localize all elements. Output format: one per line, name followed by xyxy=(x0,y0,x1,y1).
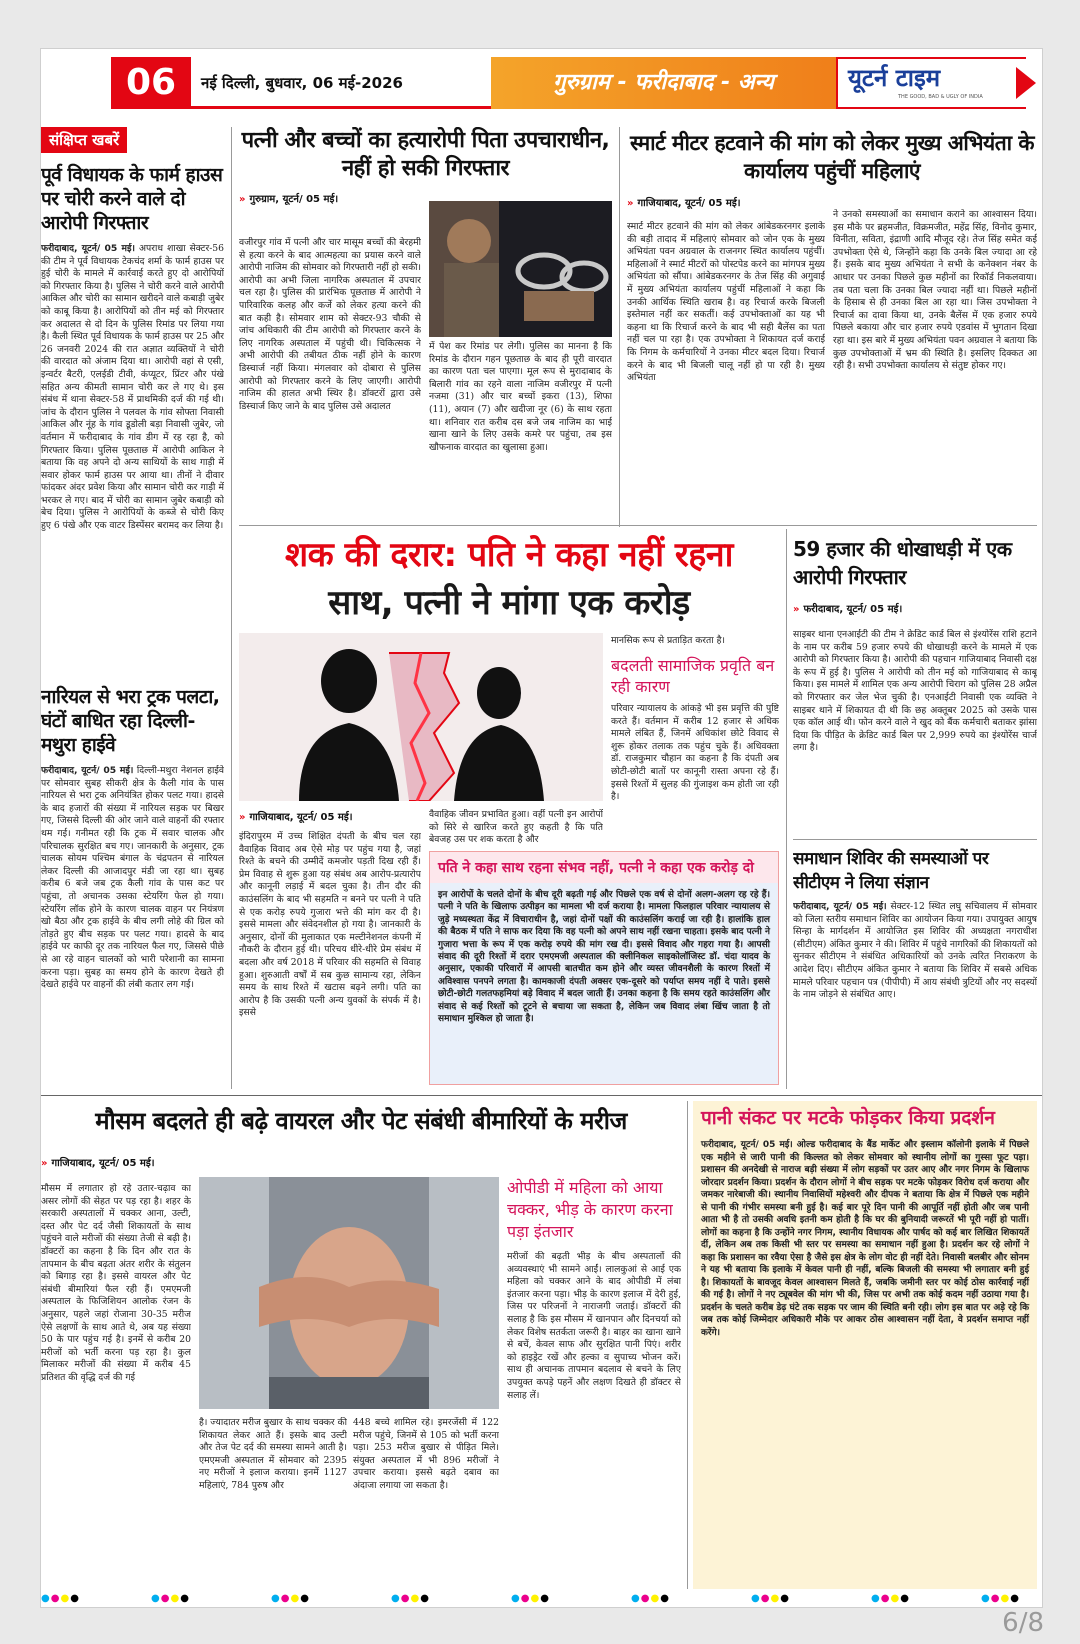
registration-dots-icon: ●●●● xyxy=(631,1593,670,1604)
story-a xyxy=(239,127,612,527)
couple-silhouette-photo xyxy=(239,633,603,801)
registration-dots-icon: ●●●● xyxy=(271,1593,310,1604)
story-a-col1: वजीरपुर गांव में पत्नी और चार मासूम बच्चों की बेरहमी से हत्या करने के बाद आत्महत्या का प्रयास करने वाले आरोपी नाजिम की सोमवार को गिरफ्तारी नहीं हो सकी। आरोपी का अभी जिला नागरिक अस्पताल में उपचार चल रहा है। पुलिस की प्रारंभिक पूछताछ में आरोपी ने पारिवारिक कलह और कर्जे को लेकर हत्या करने की बात कही है। सोमवार शाम को सेक्टर-93 चौकी से जांच अधिकारी की टीम आरोपी को गिरफ्तार करने के लिए नागरिक अस्पताल में पहुंची थी। चिकित्सक ने अभी आरोपी की तबीयत ठीक नहीं होने के कारण डिस्चार्ज नहीं किया। मंगलवार को दोबारा से पुलिस आरोपी को गिरफ्तार करने के लिए जाएगी। आरोपी नाजिम की हालत अभी स्थिर है। डॉक्टरों द्वारा उसे डिस्चार्ज किए जाने के बाद पुलिस उसे अदालत xyxy=(239,237,421,412)
story-a-headline: पत्नी और बच्चों का हत्यारोपी पिता उपचाराधीन, नहीं हो सकी गिरफ्तार xyxy=(241,128,610,181)
story-b-byline: » गाजियाबाद, यूटर्न/ 05 मई। xyxy=(627,198,741,209)
column-divider xyxy=(687,1101,688,1591)
stomach-ache-photo xyxy=(199,1177,499,1409)
newspaper-page xyxy=(40,48,1043,1608)
lead-story xyxy=(239,531,779,1091)
arrow-icon: » xyxy=(793,604,800,615)
story-e-col2: है। ज्यादातर मरीज बुखार के साथ चक्कर की शिकायत लेकर आते हैं। इसके बाद उल्टी और तेज पेट दर्द की समस्या सामने आती है। एमएमजी अस्पताल में सोमवार को 2395 नए मरीजों ने इलाज कराया। इनमें 1127 महिलाएं, 784 पुरुष और xyxy=(199,1417,347,1491)
handcuffs-illustration xyxy=(429,201,612,337)
logo-tagline: THE GOOD, BAD & UGLY OF INDIA xyxy=(898,94,983,100)
story-c xyxy=(793,535,1037,835)
registration-dots-icon: ●●●● xyxy=(981,1593,1020,1604)
story-a-byline: » गुरुग्राम, यूटर्न/ 05 मई। xyxy=(239,194,339,205)
arrow-icon: » xyxy=(239,812,246,823)
story-e-col1: मौसम में लगातार हो रहे उतार-चढ़ाव का असर लोगों की सेहत पर पड़ रहा है। शहर के सरकारी अस्पतालों में चक्कर आना, उल्टी, दस्त और पेट दर्द जैसी शिकायतों के साथ पहुंचने वाले मरीजों की संख्या तेजी से बढ़ी है। डॉक्टरों का कहना है कि दिन और रात के तापमान के बीच बढ़ता अंतर शरीर के संतुलन को बिगाड़ रहा है। इससे वायरल और पेट संबंधी बीमारियां फैल रही हैं। एमएमजी अस्पताल के फिजिशियन आलोक रंजन के अनुसार, पहले जहां रोजाना 30-35 मरीज ऐसे लक्षणों के साथ आते थे, अब यह संख्या 50 के पार पहुंच गई है। इनमें से करीब 20 मरीजों को भर्ती करना पड़ रहा है। कुल मिलाकर मरीजों की संख्या में करीब 45 प्रतिशत की वृद्धि दर्ज की गई xyxy=(41,1183,191,1383)
logo-text: यूटर्न टाइम xyxy=(848,64,941,92)
registration-dots-icon: ●●●● xyxy=(871,1593,910,1604)
lead-mid-text: वैवाहिक जीवन प्रभावित हुआ। वहीं पत्नी इन आरोपों को सिरे से खारिज करते हुए कहती है कि पति बेवजह उस पर शक करता है और xyxy=(429,809,603,846)
handcuffs-photo xyxy=(429,201,612,337)
lead-box-title: पति ने कहा साथ रहना संभव नहीं, पत्नी ने कहा एक करोड़ दो xyxy=(430,852,778,883)
story-e-byline: » गाजियाबाद, यूटर्न/ 05 मई। xyxy=(41,1158,155,1169)
story-e-sub-body: मरीजों की बढ़ती भीड़ के बीच अस्पतालों की अव्यवस्थाएं भी सामने आईं। लालकुआं से आई एक महिला को चक्कर आने के बाद ओपीडी में लंबा इंतजार करना पड़ा। भीड़ के कारण इलाज में देरी हुई, जिस पर परिजनों ने नाराजगी जताई। डॉक्टरों की सलाह है कि इस मौसम में खानपान और दिनचर्या को लेकर विशेष सतर्कता जरूरी है। बाहर का खाना खाने से बचें, केवल साफ और सुरक्षित पानी पिएं। शरीर को हाइड्रेट रखें और हल्का व सुपाच्य भोजन करें। साथ ही अचानक तापमान बदलाव से बचने के लिए उपयुक्त कपड़े पहनें और लक्षण दिखते ही डॉक्टर से सलाह लें। xyxy=(507,1251,681,1401)
lead-intro-right: मानसिक रूप से प्रताड़ित करता है। xyxy=(611,635,725,646)
lead-headline-line1: शक की दरार: पति ने कहा नहीं रहना xyxy=(285,535,733,575)
story-f-dateline: फरीदाबाद, यूटर्न/ 05 मई। xyxy=(701,1140,793,1150)
story-d-body: फरीदाबाद, यूटर्न/ 05 मई। सेक्टर-12 स्थित लघु सचिवालय में सोमवार को जिला स्तरीय समाधान शिविर का आयोजन किया गया। उपायुक्त आयुष सिन्हा के मार्गदर्शन में आयोजित इस शिविर की अध्यक्षता नगराधीश (सीटीएम) अंकित कुमार ने की। शिविर में पहुंचे नागरिकों की शिकायतों को सुनकर सीटीएम ने संबंधित अधिकारियों को उनके त्वरित निराकरण के आदेश दिए। सीटीएम अंकित कुमार ने बताया कि शिविर में सबसे अधिक मामले परिवार पहचान पत्र (पीपीपी) में आय संबंधी त्रुटियों और नए सदस्यों के नाम जोड़ने से संबंधित आए। xyxy=(793,901,1037,1001)
story-b xyxy=(627,129,1037,529)
section-rule xyxy=(41,1095,1043,1096)
brief2-dateline: फरीदाबाद, यूटर्न/ 05 मई। xyxy=(41,765,134,776)
registration-bar xyxy=(41,1589,1043,1607)
story-d-headline: समाधान शिविर की समस्याओं पर सीटीएम ने लिया संज्ञान xyxy=(793,849,989,893)
story-d-dateline: फरीदाबाद, यूटर्न/ 05 मई। xyxy=(793,901,887,912)
brief1-dateline: फरीदाबाद, यूटर्न/ 05 मई। xyxy=(41,243,136,254)
lead-sub-body: परिवार न्यायालय के आंकड़े भी इस प्रवृत्ति की पुष्टि करते हैं। वर्तमान में करीब 12 हजार से अधिक मामले लंबित हैं, जिनमें अधिकांश छोटे विवाद से शुरू होकर तलाक तक पहुंच चुके हैं। अधिवक्ता डॉ. राजकुमार चौहान का कहना है कि दंपती अब छोटी-छोटी बातों पर कानूनी रास्ता अपना रहे हैं। इससे रिश्तों में सुलह की गुंजाइश कम होती जा रही है। xyxy=(611,703,779,803)
column-divider xyxy=(619,127,620,527)
story-c-headline: 59 हजार की धोखाधड़ी में एक आरोपी गिरफ्तार xyxy=(793,537,1012,589)
lead-byline: » गाजियाबाद, यूटर्न/ 05 मई। xyxy=(239,812,353,823)
story-f-headline: पानी संकट पर मटके फोड़कर किया प्रदर्शन xyxy=(701,1107,995,1129)
lead-headline-line2: साथ, पत्नी ने मांगा एक करोड़ xyxy=(328,583,690,623)
brief-column xyxy=(41,127,224,1089)
brief2-headline: नारियल से भरा ट्रक पलटा, घंटों बाधित रहा दिल्ली-मथुरा हाईवे xyxy=(41,686,220,756)
lead-subheadline: बदलती सामाजिक प्रवृति बन रही कारण xyxy=(611,656,775,696)
brief2-body: फरीदाबाद, यूटर्न/ 05 मई। दिल्ली-मथुरा नेशनल हाईवे पर सोमवार सुबह सीकरी क्षेत्र के कैली गांव के पास नारियल से भरा ट्रक अनियंत्रित होकर पलट गया। हादसे के बाद हजारों की संख्या में नारियल सड़क पर बिखर गए, जिससे दिल्ली की ओर जाने वाले वाहनों की रफ्तार थम गई। गनीमत रही कि ट्रक में सवार चालक और परिचालक सुरक्षित बच गए। जानकारी के अनुसार, ट्रक चालक सोयम पश्चिम बंगाल के चंद्रपतन से नारियल लेकर दिल्ली की आजादपुर मंडी जा रहा था। सुबह करीब 6 बजे जब ट्रक कैली गांव के पास कट पर पहुंचा, तो अचानक उसका स्टेयरिंग फेल हो गया। स्टेयरिंग लॉक होने के कारण चालक वाहन पर नियंत्रण खो बैठा और ट्रक हाईवे के बीच लगी लोहे की ग्रिल को तोड़ते हुए बीच सड़क पर पलट गया। हादसे के बाद हाईवे पर काफी दूर तक नारियल फैल गए, जिससे पीछे से आ रहे वाहन चालकों को भारी परेशानी का सामना करना पड़ा। सुबह का समय होने के कारण देखते ही देखते हाईवे पर वाहनों की लंबी कतार लग गई। xyxy=(41,765,224,991)
registration-dots-icon: ●●●● xyxy=(151,1593,190,1604)
story-e-col3: 448 बच्चे शामिल रहे। इमरजेंसी में 122 मरीज पहुंचे, जिनमें से 105 को भर्ती करना पड़ा। 253 मरीज बुखार से पीड़ित मिले। संयुक्त अस्पताल में भी 896 मरीजों ने उपचार कराया। इससे बढ़ते दबाव का अंदाजा लगाया जा सकता है। xyxy=(353,1417,499,1491)
story-b-col1: स्मार्ट मीटर हटवाने की मांग को लेकर आंबेडकरनगर इलाके की बड़ी तादाद में महिलाएं सोमवार को जोन एक के मुख्य अभियंता पवन अग्रवाल के राजनगर स्थित कार्यालय पहुंचीं। महिलाओं ने स्मार्ट मीटरों को पोस्टपेड करने का मांगपत्र मुख्य अभियंता को सौंपा। आंबेडकरनगर के तेज सिंह की अगुवाई में मुख्य अभियंता कार्यालय पहुंचीं महिलाओं ने कहा कि उनकी आर्थिक स्थिति खराब है। वह रिचार्ज करके बिजली इस्तेमाल नहीं कर सकतीं। कई उपभोक्ताओं का यह भी कहना था कि रिचार्ज करने के बाद भी सही बैलेंस का पता नहीं चल पा रहा है। एक उपभोक्ता ने शिकायत दर्ज कराई कि निगम के कर्मचारियों ने उनका मीटर बदल दिया। रिचार्ज करने के बाद भी बिजली चालू नहीं हो पा रही है। मुख्य अभियंता xyxy=(627,221,825,384)
story-b-headline: स्मार्ट मीटर हटवाने की मांग को लेकर मुख्य अभियंता के कार्यालय पहुंचीं महिलाएं xyxy=(629,131,1035,183)
brief1-headline: पूर्व विधायक के फार्म हाउस पर चोरी करने वाले दो आरोपी गिरफ्तार xyxy=(41,164,223,234)
story-e xyxy=(41,1101,681,1591)
page-number: 06 xyxy=(111,57,191,109)
story-b-col2: ने उनको समस्याओं का समाधान कराने का आश्वासन दिया। इस मौके पर ब्रहमजीत, विक्रमजीत, महेंद्र सिंह, विनोद कुमार, विनीता, सविता, इंद्राणी आदि मौजूद रहे। तेज सिंह समेत कई उपभोक्ता ऐसे थे, जिन्होंने कहा कि उनके बिल ज्यादा आ रहे हैं। इसके बाद मुख्य अभियंता ने सभी के कनेक्शन नंबर के आधार पर उनका पिछले कुछ महीनों का रिकॉर्ड निकलवाया। तब पता चला कि उनका बिल ज्यादा नहीं था। पिछले महीनों के हिसाब से ही उनका बिल आ रहा था। जिस उपभोक्ता ने रिचार्ज का दावा किया था, उनके बैलेंस में एक हजार रुपये पिछले बकाया और चार हजार रुपये एडवांस में भुगतान दिखा रहा था। इस बारे में मुख्य अभियंता पवन अग्रवाल ने बताया कि कुछ उपभोक्ताओं में भ्रम की स्थिति है। इसलिए दिक्कत आ रही है। सभी उपभोक्ता कार्यालय से संतुष्ट होकर गए। xyxy=(833,209,1037,372)
story-c-body: साइबर थाना एनआईटी की टीम ने क्रेडिट कार्ड बिल से इंश्योरेंस राशि हटाने के नाम पर करीब 59 हजार रुपये की धोखाधड़ी करने के मामले में एक आरोपी को गिरफ्तार किया है। आरोपी की पहचान गाजियाबाद निवासी दक्ष के रूप में हुई है। पुलिस ने आरोपी को तीन मई को गाजियाबाद से काबू किया। इस मामले में शामिल एक अन्य आरोपी चिराग को पुलिस 28 अप्रैल को गिरफ्तार कर जेल भेज चुकी है। एनआईटी निवासी एक व्यक्ति ने साइबर थाने में शिकायत दी थी कि छह अक्तूबर 2025 को उसके पास एक कॉल आई थी। फोन करने वाले ने खुद को बैंक कर्मचारी बताकर झांसा दिया कि पीड़ित के क्रेडिट कार्ड बिल पर 2,999 रुपये का इंश्योरेंस चार्ज लगा है। xyxy=(793,629,1037,754)
section-rule xyxy=(793,839,1037,840)
registration-dots-icon: ●●●● xyxy=(751,1593,790,1604)
arrow-icon: » xyxy=(239,194,246,205)
arrow-icon: » xyxy=(41,1158,48,1169)
story-d xyxy=(793,847,1037,1093)
lead-col1: इंदिरापुरम में उच्च शिक्षित दंपती के बीच चल रहा वैवाहिक विवाद अब ऐसे मोड़ पर पहुंच गया है, जहां रिश्ते के बचने की उम्मीदें कमजोर पड़ती दिख रही हैं। प्रेम विवाह से शुरू हुआ यह संबंध अब आरोप-प्रत्यारोप और कानूनी लड़ाई में बदल चुका है। तीन दौर की काउंसलिंग के बाद भी सहमति न बनने पर पत्नी ने पति से एक करोड़ रुपये गुजारा भत्ते की मांग कर दी है। इससे मामला और संवेदनशील हो गया है। जानकारी के अनुसार, दोनों की मुलाकात एक मल्टीनेशनल कंपनी में नौकरी के दौरान हुई थी। परिचय धीरे-धीरे प्रेम संबंध में बदला और वर्ष 2018 में परिवार की सहमति से विवाह हुआ। शुरुआती वर्षों में सब कुछ सामान्य रहा, लेकिन समय के साथ रिश्ते में खटास बढ़ने लगी। पति का आरोप है कि उसकी पत्नी अन्य युवकों के संपर्क में है। इससे xyxy=(239,831,421,1019)
arrow-icon: » xyxy=(627,198,634,209)
story-e-headline: मौसम बदलते ही बढ़े वायरल और पेट संबंधी बीमारियों के मरीज xyxy=(95,1107,627,1135)
lead-box-body: इन आरोपों के चलते दोनों के बीच दूरी बढ़ती गई और पिछले एक वर्ष से दोनों अलग-अलग रह रहे हैं। पत्नी ने पति के खिलाफ उत्पीड़न का मामला भी दर्ज कराया है। मामला फिलहाल परिवार न्यायालय से जुड़े मध्यस्थता केंद्र में विचाराधीन है, जहां दोनों पक्षों की काउंसलिंग कराई जा रही है। हालांकि हाल की बैठक में पति ने साफ कर दिया कि वह पत्नी को अपने साथ नहीं रखना चाहता। इसके बाद पत्नी ने गुजारा भत्ता के रूप में एक करोड़ रुपये की मांग रख दी। इससे विवाद और गहरा गया है। आपसी संवाद की दूरी रिश्तों में दरार एमएमजी अस्पताल की क्लीनिकल साइकोलॉजिस्ट डॉ. चंदा यादव के अनुसार, एकाकी परिवारों में आपसी बातचीत कम होने और व्यस्त जीवनशैली के कारण रिश्तों में अविश्वास पनपने लगता है। कामकाजी दंपती अक्सर एक-दूसरे को पर्याप्त समय नहीं दे पाते। इससे छोटी-छोटी गलतफहमियां बड़े विवाद में बदल जाती हैं। उनका कहना है कि समय रहते काउंसलिंग और संवाद से कई रिश्तों को टूटने से बचाया जा सकता है, लेकिन जब विवाद लंबा खिंच जाता है तो समाधान मुश्किल हो जाता है। xyxy=(438,890,770,1025)
story-a-col2: में पेश कर रिमांड पर लेगी। पुलिस का मानना है कि रिमांड के दौरान गहन पूछताछ के बाद ही पूरी वारदात का कारण पता चल पाएगा। मूल रूप से मुरादाबाद के बिलारी गांव का रहने वाला नाजिम वजीरपुर में पत्नी नजमा (31) और चार बच्चों इकरा (13), शिफा (11), अयान (7) और खदीजा नूर (6) के साथ रहता था। शनिवार रात करीब दस बजे जब नाजिम का भाई खाना खाने के लिए उसके कमरे पर पहुंचा, तब इस खौफनाक वारदात का खुलासा हुआ। xyxy=(429,341,612,453)
edition-dateline: नई दिल्ली, बुधवार, 06 मई-2026 xyxy=(191,57,491,109)
page-indicator: 6/8 xyxy=(1002,1608,1044,1638)
section-band: गुरुग्राम - फरीदाबाद - अन्य xyxy=(491,57,836,109)
registration-dots-icon: ●●●● xyxy=(391,1593,430,1604)
brief-tag: संक्षिप्त खबरें xyxy=(41,127,127,153)
story-c-byline: » फरीदाबाद, यूटर्न/ 05 मई। xyxy=(793,604,903,615)
broken-heart-couple-illustration xyxy=(239,633,603,801)
story-f-body: फरीदाबाद, यूटर्न/ 05 मई। ओल्ड फरीदाबाद के बैंड मार्केट और इस्लाम कॉलोनी इलाके में पिछले एक महीने से जारी पानी की किल्लत को लेकर सोमवार को स्थानीय लोगों का गुस्सा फूट पड़ा। प्रशासन की अनदेखी से नाराज बड़ी संख्या में लोग सड़कों पर उतर आए और नगर निगम के खिलाफ जोरदार प्रदर्शन किया। प्रदर्शन के दौरान लोगों ने बीच सड़क पर मटके फोड़कर विरोध दर्ज कराया और जमकर नारेबाजी की। स्थानीय निवासियों महेश्वरी और दीपक ने बताया कि क्षेत्र में पिछले एक महीने से पानी की गंभीर समस्या बनी हुई है। कई बार पूरे दिन पानी की आपूर्ति नहीं होती और जब पानी आता भी है तो उसकी अवधि इतनी कम होती है कि घर की बुनियादी जरूरतें भी पूरी नहीं हो पातीं। लोगों का कहना है कि उन्होंने नगर निगम, स्थानीय विधायक और पार्षद को कई बार लिखित शिकायतें दीं, लेकिन अब तक किसी भी स्तर पर समस्या का समाधान नहीं हुआ है। प्रदर्शन कर रहे लोगों ने कहा कि प्रशासन का रवैया ऐसा है जैसे इस क्षेत्र के लोग वोट ही नहीं देते। निवासी बलबीर और सोनम ने यह भी बताया कि इलाके में केवल पानी ही नहीं, बल्कि बिजली की समस्या भी लगातार बनी हुई है। शिकायतों के बावजूद केवल आश्वासन मिलते हैं, जबकि जमीनी स्तर पर कोई ठोस कार्रवाई नहीं की गई है। लोगों ने नए ट्यूबवेल की मांग भी की, जिस पर अभी तक कोई कदम नहीं उठाया गया है। प्रदर्शन के चलते करीब डेढ़ घंटे तक सड़क पर जाम की स्थिति बनी रही। लोग इस बात पर अड़े रहे कि जब तक कोई जिम्मेदार अधिकारी मौके पर आकर ठोस आश्वासन नहीं देता, वे प्रदर्शन समाप्त नहीं करेंगे। xyxy=(701,1140,1029,1338)
logo-arrow-icon xyxy=(1016,67,1036,99)
newspaper-logo xyxy=(836,57,1026,109)
column-divider xyxy=(786,529,787,1089)
brief1-body: फरीदाबाद, यूटर्न/ 05 मई। अपराध शाखा सेक्टर-56 की टीम ने पूर्व विधायक टेकचंद शर्मा के फार्म हाउस पर हुई चोरी के मामले में कार्रवाई करते हुए दो आरोपियों को गिरफ्तार किया है। पुलिस ने चोरी करने वाले आरोपी आकिल और चोरी का सामान खरीदने वाले कबाड़ी जुबेर को काबू किया है। आरोपियों को तीन मई को गिरफ्तार कर अदालत से दो दिन के पुलिस रिमांड पर लिया गया है। कैली स्थित पूर्व विधायक के फार्म हाउस पर 25 और 26 जनवरी 2024 की रात अज्ञात व्यक्तियों ने चोरी की वारदात को अंजाम दिया था। आरोपी वहां से एसी, इन्वर्टर बैटरी, एलईडी टीवी, कंप्यूटर, प्रिंटर और पंखे सहित अन्य कीमती सामान चोरी कर ले गए थे। इस संबंध में थाना सेक्टर-58 में प्राथमिकी दर्ज की गई थी। जांच के दौरान पुलिस ने पलवल के गांव सोफ्ता निवासी आकिल और नूंह के गांव डूडोली बड़ा निवासी जुबेर, जो वर्तमान में फरीदाबाद के गांव डीग में रह रहा है, को गिरफ्तार किया। पुलिस पूछताछ में आरोपी आकिल ने बताया कि वह अपने दो अन्य साथियों के साथ गाड़ी में सवार होकर फार्म हाउस पर आया था। तीनों ने दीवार फांदकर अंदर प्रवेश किया और सामान चोरी कर गाड़ी में भरकर ले गए। बाद में चोरी का सामान जुबेर कबाड़ी को बेच दिया। पुलिस ने आरोपियों के कब्जे से चोरी किए हुए 6 पंखे और एक वाटर डिस्पेंसर बरामद कर लिया है। xyxy=(41,243,224,532)
column-divider xyxy=(231,127,232,1089)
masthead xyxy=(41,57,1043,109)
section-rule xyxy=(239,525,1037,526)
lead-box xyxy=(429,851,779,1085)
stomach-pain-illustration xyxy=(199,1177,499,1409)
story-e-subheadline: ओपीडी में महिला को आया चक्कर, भीड़ के कारण करना पड़ा इंतजार xyxy=(507,1178,673,1241)
registration-dots-icon: ●●●● xyxy=(41,1593,80,1604)
registration-dots-icon: ●●●● xyxy=(511,1593,550,1604)
story-f xyxy=(693,1101,1037,1589)
